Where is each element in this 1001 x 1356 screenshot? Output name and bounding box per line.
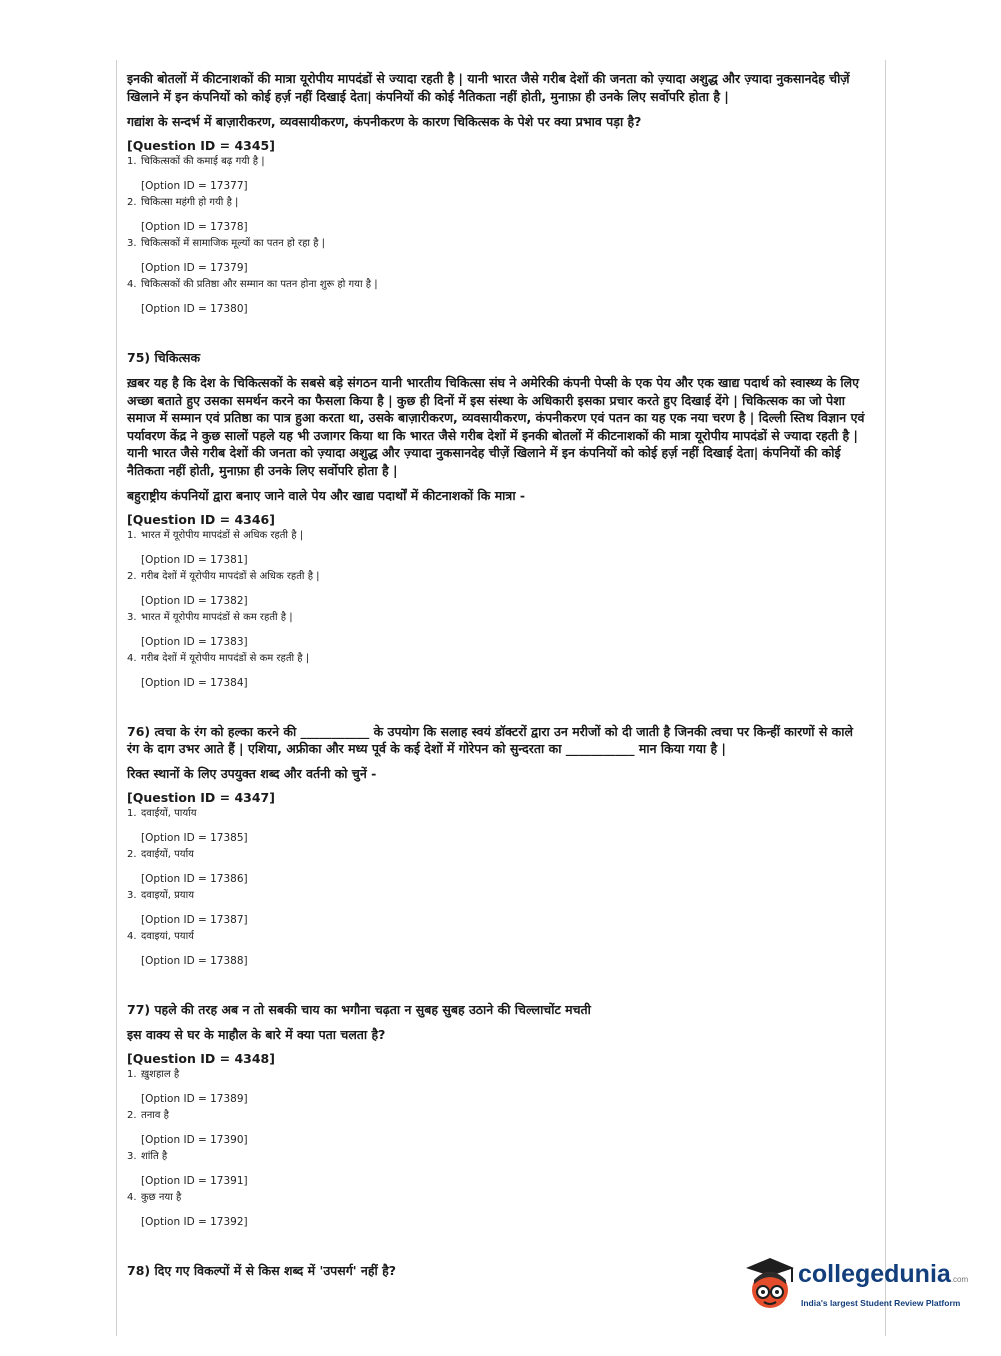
option[interactable]: 3. चिकित्सकों में सामाजिक मूल्यों का पतन हो रहा है | [127,238,326,249]
question-id: [Question ID = 4346] [127,512,275,527]
option-id: [Option ID = 17384] [141,677,248,689]
option[interactable]: 1. चिकित्सकों की कमाई बढ़ गयी है | [127,156,265,167]
option-id: [Option ID = 17378] [141,221,248,233]
question-75-title: 75) चिकित्सक [127,350,201,365]
option-id: [Option ID = 17386] [141,873,248,885]
option[interactable]: 3. दवाइयों, प्रयाय [127,890,194,901]
options-list [127,807,869,968]
option-id: [Option ID = 17389] [141,1093,248,1105]
option-id: [Option ID = 17382] [141,595,248,607]
option[interactable]: 4. कुछ नया है [127,1192,182,1203]
option-id: [Option ID = 17379] [141,262,248,274]
question-76-title: 76) त्वचा के रंग को हल्का करने की ___________ के उपयोग कि सलाह स्वयं डॉक्टरों द्वारा उन मरीजों को दी जाती है जिनकी त्वचा पर किन्हीं कारणों से काले रंग के दाग उभर आते हैं | एशिया, अफ्रीका और मध्य पूर्व के कई देशों में गोरेपन को सुन्दरता का ___________ मान किया गया है | [127,724,853,756]
question-74-stem: गद्यांश के सन्दर्भ में बाज़ारीकरण, व्यवसायीकरण, कंपनीकरण के कारण चिकित्सक के पेशे पर क्या प्रभाव पड़ा है? [127,114,642,129]
option-id: [Option ID = 17383] [141,636,248,648]
question-75-passage: ख़बर यह है कि देश के चिकित्सकों के सबसे बड़े संगठन यानी भारतीय चिकित्सा संघ ने अमेरिकी कंपनी पेप्सी के एक पेय और एक खाद्य पदार्थ को स्वास्थ्य के लिए अच्छा बताते हुए उसका समर्थन करने का फैसला किया है | कुछ ही दिनों में इस संस्था के अधिकारी इसका प्रचार करते हुए दिखाई देंगे | चिकित्सक का जो पेशा समाज में सम्मान एवं प्रतिष्ठा का पात्र हुआ करता था, उसके बाज़ारीकरण, व्यवसायीकरण, कंपनीकरण एवं पतन का यह एक नया चरण है | दिल्ली स्तिथ विज्ञान एवं पर्यावरण केंद्र ने कुछ सालों पहले यह भी उजागर किया था कि भारत जैसे गरीब देशों में इनकी बोतलों में कीटनाशकों की मात्रा यूरोपीय मापदंडों से ज्यादा रहती है | यानी भारत जैसे गरीब देशों की जनता को ज़्यादा अशुद्ध और ज़्यादा नुकसानदेह चीज़ें खिलाने में इन कंपनियों को कोई हर्ज़ नहीं दिखाई देता| कंपनियों की कोई नैतिकता नहीं होती, मुनाफ़ा ही उनके लिए सर्वोपरि होता है | [127,375,865,478]
option[interactable]: 4. गरीब देशों में यूरोपीय मापदंडों से कम रहती है | [127,653,310,664]
option[interactable]: 2. दवाईयों, पर्याय [127,849,194,860]
option[interactable]: 3. भारत में यूरोपीय मापदंडों से कम रहती है | [127,612,293,623]
option[interactable]: 1. दवाईयों, पार्याय [127,808,197,819]
option-id: [Option ID = 17385] [141,832,248,844]
option[interactable]: 2. तनाव है [127,1110,169,1121]
option-id: [Option ID = 17377] [141,180,248,192]
question-id: [Question ID = 4347] [127,790,275,805]
question-75-stem: बहुराष्ट्रीय कंपनियों द्वारा बनाए जाने वाले पेय और खाद्य पदार्थों में कीटनाशकों कि मात्रा - [127,488,526,503]
question-id: [Question ID = 4345] [127,138,275,153]
option-id: [Option ID = 17390] [141,1134,248,1146]
mascot-icon [740,1254,796,1314]
option[interactable]: 3. शांति है [127,1151,168,1162]
option-id: [Option ID = 17392] [141,1216,248,1228]
question-78-title: 78) दिए गए विकल्पों में से किस शब्द में 'उपसर्ग' नहीं है? [127,1263,396,1278]
brand-tagline: India's largest Student Review Platform [801,1298,961,1308]
option[interactable]: 1. ख़ुशहाल है [127,1069,180,1080]
option[interactable]: 4. चिकित्सकों की प्रतिष्ठा और सम्मान का पतन होना शुरू हो गया है | [127,279,378,290]
option[interactable]: 2. गरीब देशों में यूरोपीय मापदंडों से अधिक रहती है | [127,571,320,582]
option-id: [Option ID = 17380] [141,303,248,315]
question-77-title: 77) पहले की तरह अब न तो सबकी चाय का भगौना चढ़ता न सुबह सुबह उठाने की चिल्लाचोंट मचती [127,1002,591,1017]
page-content [127,70,869,1287]
options-list [127,1068,869,1229]
option[interactable]: 1. भारत में यूरोपीय मापदंडों से अधिक रहती है | [127,530,304,541]
options-list [127,155,869,316]
option[interactable]: 2. चिकित्सा महंगी हो गयी है | [127,197,239,208]
option[interactable]: 4. दवाइयां, पयार्य [127,931,194,942]
collegedunia-logo[interactable] [738,1250,968,1320]
options-list [127,529,869,690]
question-id: [Question ID = 4348] [127,1051,275,1066]
option-id: [Option ID = 17391] [141,1175,248,1187]
question-76-stem: रिक्त स्थानों के लिए उपयुक्त शब्द और वर्तनी को चुनें - [127,766,377,781]
option-id: [Option ID = 17387] [141,914,248,926]
brand-name: collegedunia.com [798,1260,969,1288]
question-77-stem: इस वाक्य से घर के माहौल के बारे में क्या पता चलता है? [127,1027,386,1042]
option-id: [Option ID = 17388] [141,955,248,967]
option-id: [Option ID = 17381] [141,554,248,566]
passage-continuation: इनकी बोतलों में कीटनाशकों की मात्रा यूरोपीय मापदंडों से ज्यादा रहती है | यानी भारत जैसे गरीब देशों की जनता को ज़्यादा अशुद्ध और ज़्यादा नुकसानदेह चीज़ें खिलाने में इन कंपनियों को कोई हर्ज़ नहीं दिखाई देता| कंपनियों की कोई नैतिकता नहीं होती, मुनाफ़ा ही उनके लिए सर्वोपरि होता है | [127,71,850,104]
